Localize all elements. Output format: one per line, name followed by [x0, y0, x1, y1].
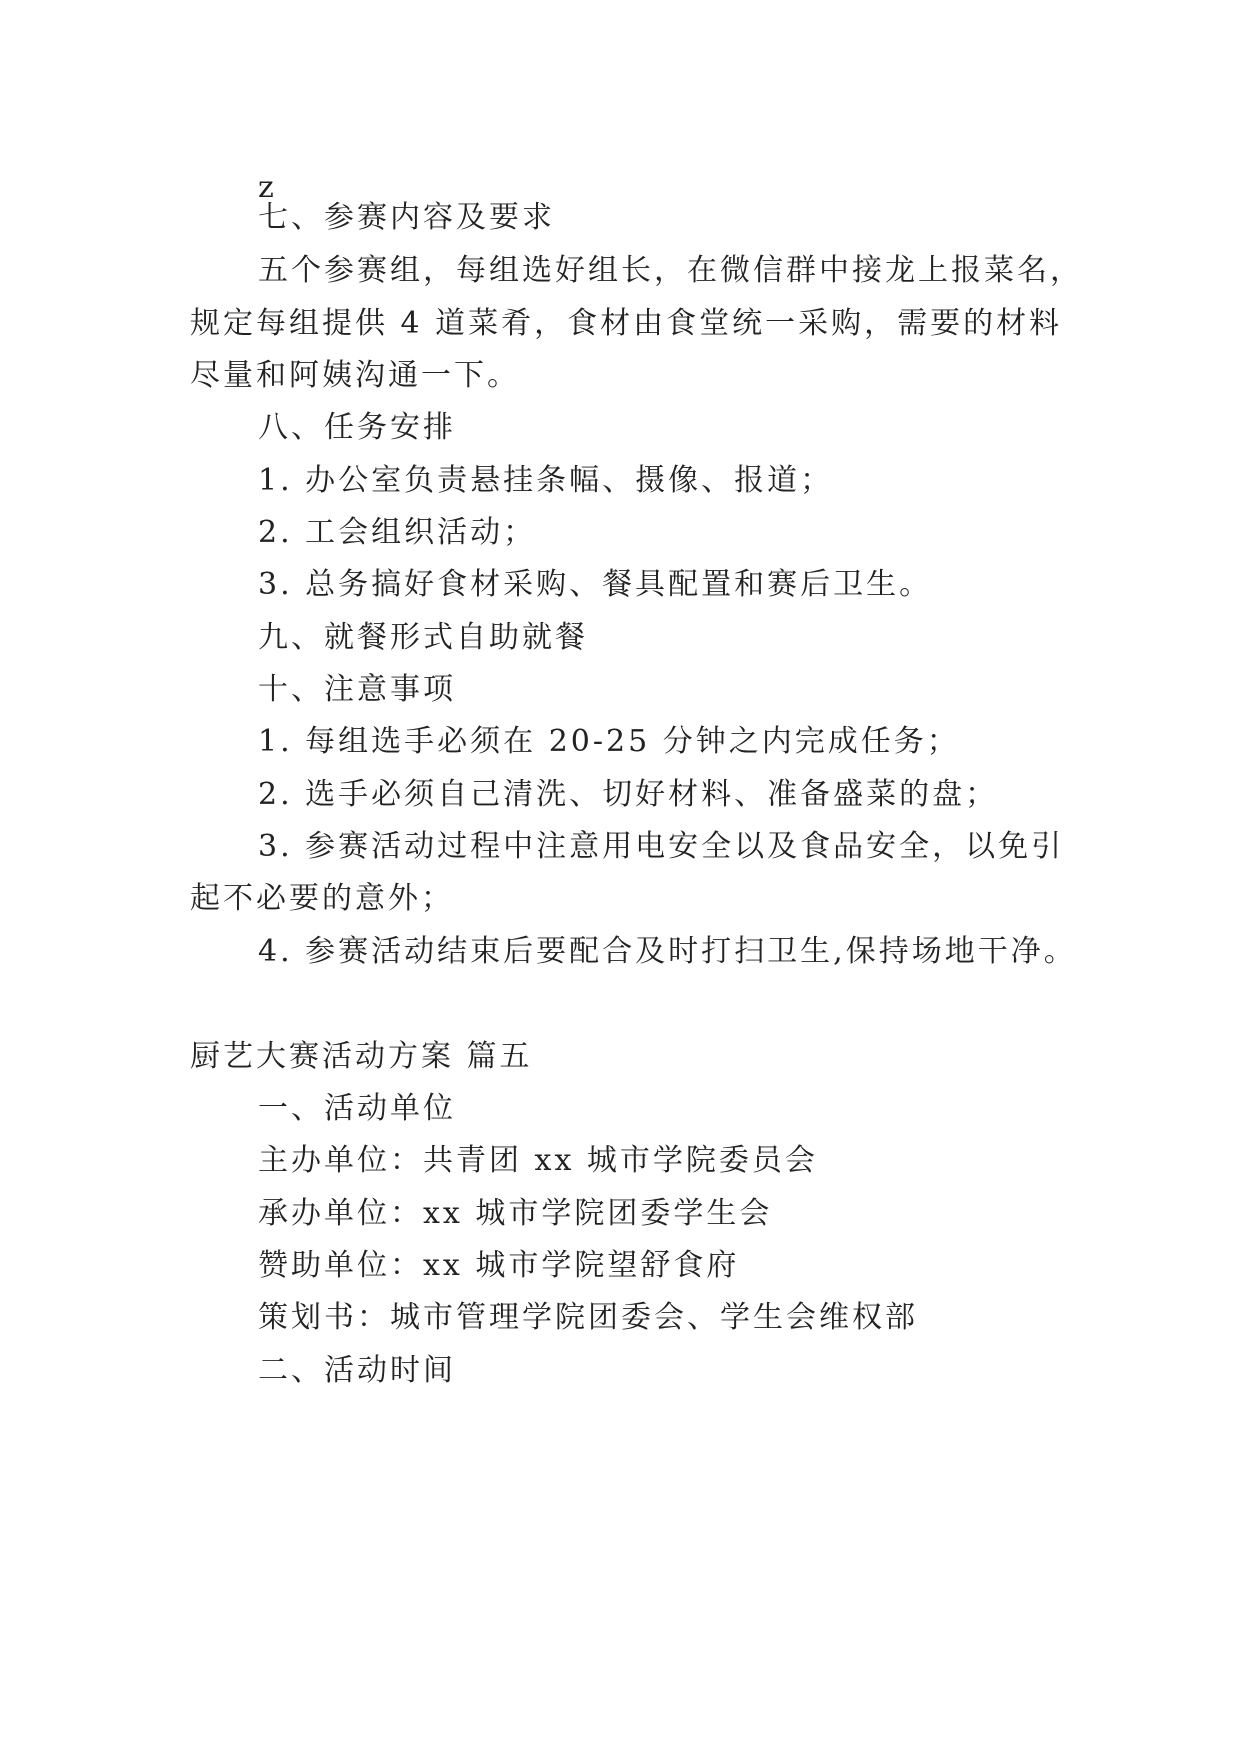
paragraph-line: 规定每组提供 4 道菜肴，食材由食堂统一采购，需要的材料 [190, 306, 1063, 341]
article-title: 厨艺大赛活动方案 篇五 [190, 1039, 533, 1074]
list-item: 3. 参赛活动过程中注意用电安全以及食品安全，以免引 [258, 829, 1065, 864]
section-heading-1: 一、活动单位 [258, 1091, 456, 1126]
list-item: 4. 参赛活动结束后要配合及时打扫卫生,保持场地干净。 [258, 934, 1077, 969]
section-heading-10: 十、注意事项 [258, 672, 456, 707]
list-item: 2. 工会组织活动； [258, 515, 537, 550]
list-item: 2. 选手必须自己清洗、切好材料、准备盛菜的盘； [258, 777, 999, 812]
list-item: 1. 每组选手必须在 20-25 分钟之内完成任务； [258, 724, 960, 759]
list-item: 1. 办公室负责悬挂条幅、摄像、报道； [258, 463, 834, 498]
list-item: 3. 总务搞好食材采购、餐具配置和赛后卫生。 [258, 567, 933, 602]
planner-line: 策划书：城市管理学院团委会、学生会维权部 [258, 1300, 918, 1335]
section-heading-8: 八、任务安排 [258, 410, 456, 445]
stray-character: z [258, 170, 277, 205]
paragraph-line: 五个参赛组，每组选好组长，在微信群中接龙上报菜名， [258, 253, 1083, 288]
sponsor-line: 赞助单位：xx 城市学院望舒食府 [258, 1248, 740, 1283]
section-heading-7: 七、参赛内容及要求 [258, 200, 555, 235]
section-heading-2: 二、活动时间 [258, 1353, 456, 1388]
organizer-line: 主办单位：共青团 xx 城市学院委员会 [258, 1143, 818, 1178]
paragraph-line: 尽量和阿姨沟通一下。 [190, 358, 520, 393]
co-organizer-line: 承办单位：xx 城市学院团委学生会 [258, 1196, 773, 1231]
list-item-continuation: 起不必要的意外； [190, 881, 454, 916]
section-heading-9: 九、就餐形式自助就餐 [258, 620, 588, 655]
